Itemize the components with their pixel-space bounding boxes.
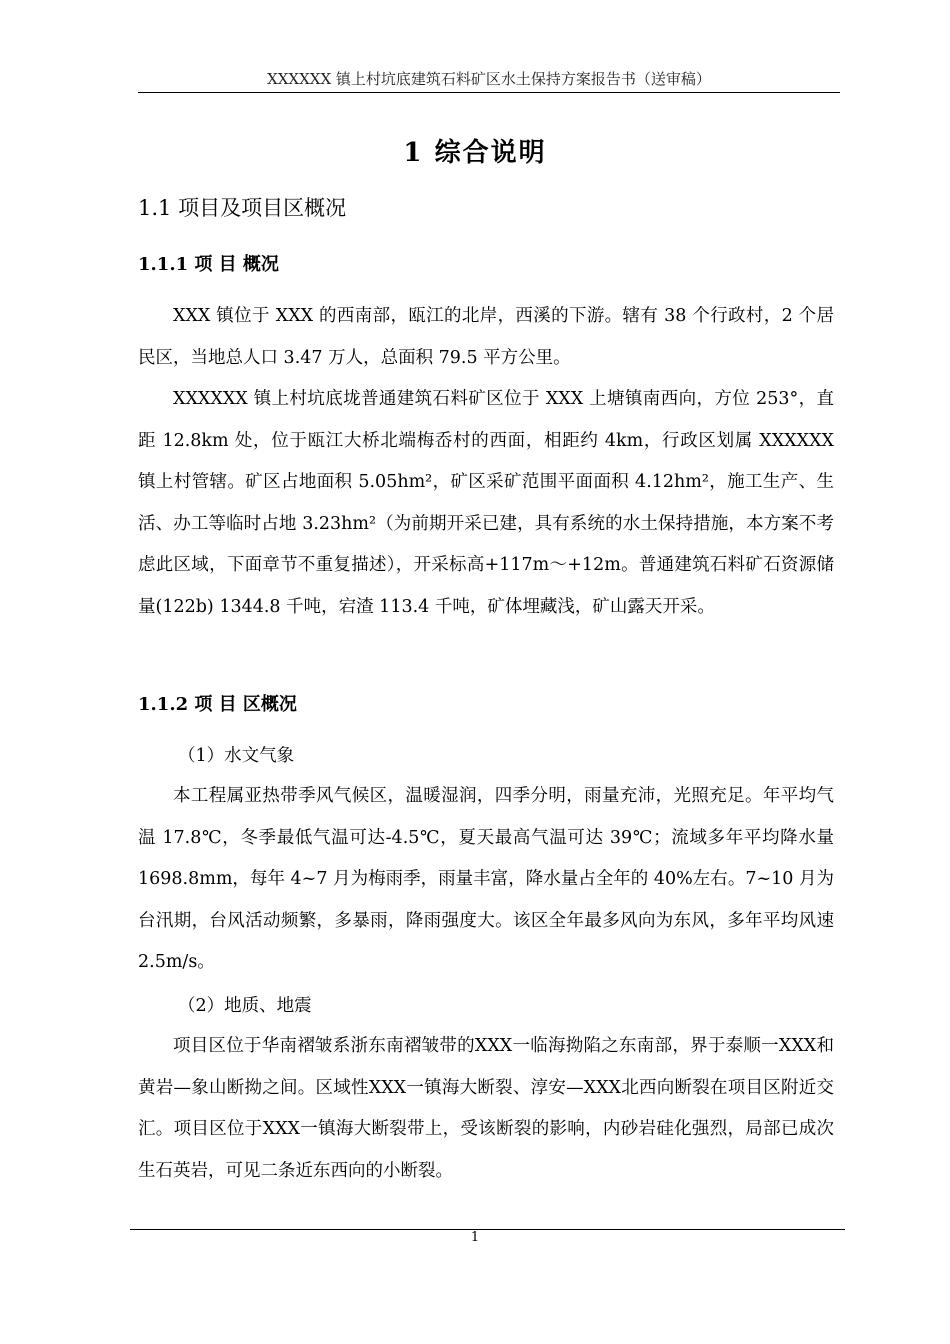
section-1-1-title: 1.1 项目及项目区概况 [138, 196, 347, 220]
section-1-1-1-title: 1.1.1 项 目 概况 [138, 254, 279, 275]
subsection-title-hydrology: （1）水文气象 [178, 746, 295, 766]
page-number: 1 [470, 1230, 480, 1245]
header-rule [138, 92, 840, 93]
paragraph: XXXXXX 镇上村坑底垅普通建筑石料矿区位于 XXX 上塘镇南西向，方位 253°，直距 12.8km 处，位于瓯江大桥北端梅岙村的西面，相距约 4km，行政区划属 XXXXXX 镇上村管辖。矿区占地面积 5.05hm²，矿区采矿范围平面面积 4.12hm²，施工生产、生活、办工等临时占地 3.23hm²（为前期开采已建，具有系统的水土保持措施，本方案不考虑此区域，下面章节不重复描述），开采标高+117m～+12m。普通建筑石料矿石资源储量(122b) 1344.8 千吨，宕渣 113.4 千吨，矿体埋藏浅，矿山露天开采。 [138, 389, 834, 617]
section-1-1-2-title: 1.1.2 项 目 区概况 [138, 694, 297, 715]
paragraph: XXX 镇位于 XXX 的西南部，瓯江的北岸，西溪的下游。辖有 38 个行政村，2 个居民区，当地总人口 3.47 万人，总面积 79.5 平方公里。 [138, 306, 834, 368]
chapter-title: 1 综合说明 [403, 138, 547, 168]
subsection-title-geology: （2）地质、地震 [178, 996, 312, 1016]
paragraph: 项目区位于华南褶皱系浙东南褶皱带的XXX一临海拗陷之东南部，界于泰顺一XXX和黄岩—象山断拗之间。区域性XXX一镇海大断裂、淳安—XXX北西向断裂在项目区附近交汇。项目区位于XXX一镇海大断裂带上，受该断裂的影响，内砂岩硅化强烈，局部已成次生石英岩，可见二条近东西向的小断裂。 [138, 1036, 834, 1181]
running-header: XXXXXX 镇上村坑底建筑石料矿区水土保持方案报告书（送审稿） [267, 70, 711, 88]
paragraph: 本工程属亚热带季风气候区，温暖湿润，四季分明，雨量充沛，光照充足。年平均气温 17.8℃，冬季最低气温可达-4.5℃，夏天最高气温可达 39℃；流域多年平均降水量 1698.8mm，每年 4~7 月为梅雨季，雨量丰富，降水量占全年的 40%左右。7~10 月为台汛期，台风活动频繁，多暴雨，降雨强度大。该区全年最多风向为东风，多年平均风速 2.5m/s。 [138, 786, 834, 972]
